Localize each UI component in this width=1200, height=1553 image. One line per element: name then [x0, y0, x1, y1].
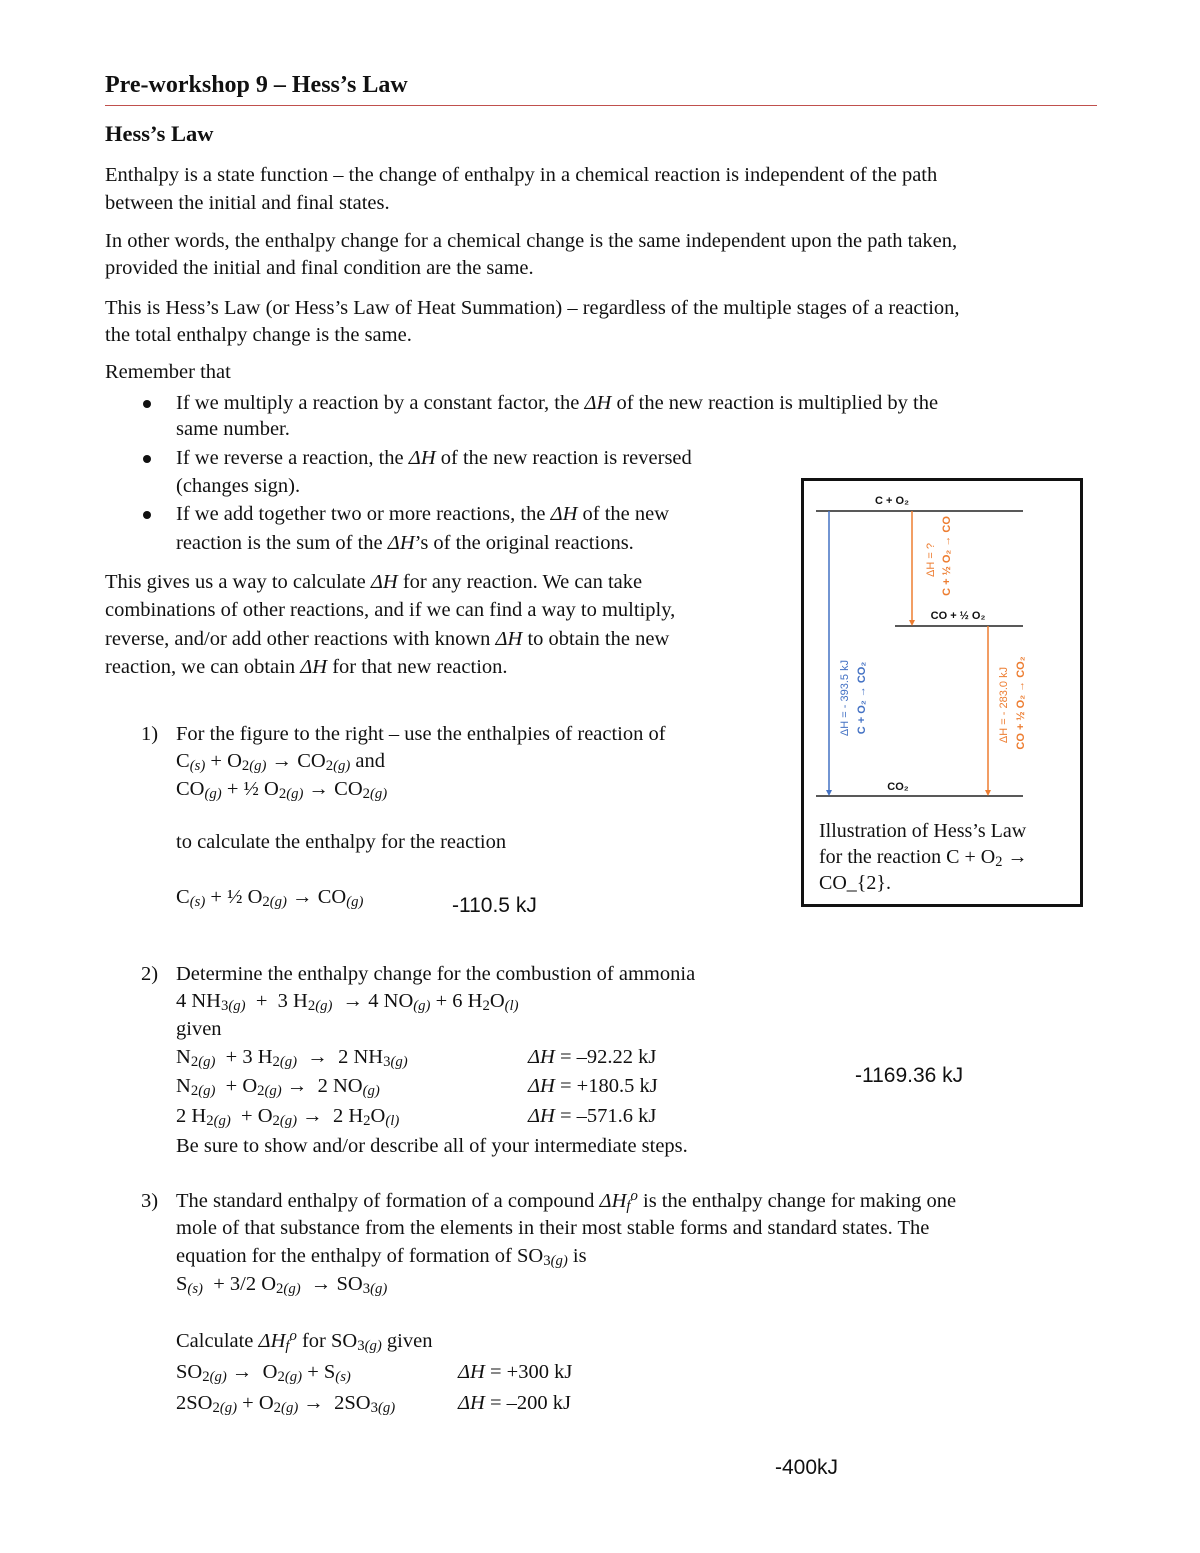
- diagram-caption: CO_{2}.: [819, 872, 891, 894]
- arrow-orange-1-reaction: C + ½ O₂ → CO: [941, 516, 953, 596]
- q1-text: to calculate the enthalpy for the reaction: [176, 831, 507, 853]
- q2-target-equation: 4 $NH_{3(g)} + 3$ $H_{2(g)} \to 4$ $NO_{(g)} + 6$ $H_2O_{(l)}$: [176, 990, 519, 1014]
- bullet-icon: [143, 400, 151, 408]
- remember-text: Remember that: [105, 361, 231, 383]
- q3-text: The standard enthalpy of formation of a compound $\Delta H_f^o$ is the enthalpy change for making one: [176, 1188, 957, 1214]
- q2-note: Be sure to show and/or describe all of your intermediate steps.: [176, 1135, 688, 1157]
- q1-text: For the figure to the right – use the enthalpies of reaction of: [176, 723, 666, 745]
- q3-text: Calculate $\Delta H_f^o$ for $SO_{3(g)}$ given: [176, 1328, 433, 1354]
- arrow-orange-1-dh: ΔH = ?: [925, 543, 937, 577]
- intro-text: provided the initial and final condition are the same.: [105, 257, 534, 279]
- level-label-bottom: CO₂: [887, 781, 909, 793]
- bullet-text: If we multiply a reaction by a constant factor, the ΔH of the new reaction is multiplied by the: [176, 392, 939, 414]
- arrow-blue-reaction: C + O₂ → CO₂: [856, 661, 868, 735]
- level-label-middle: CO + ½ O₂: [930, 610, 986, 622]
- q3-answer: -400kJ: [775, 1456, 839, 1479]
- hess-law-diagram: [801, 478, 1083, 907]
- diagram-caption: for the reaction $C + O_2$ →: [819, 846, 1028, 870]
- arrowhead-icon: [909, 620, 915, 626]
- q2-given-equation: $N_{2(g)} + 3$ $H_{2(g)} \to 2$ $NH_{3(g)}$: [176, 1046, 408, 1070]
- arrow-orange-2-dh: ΔH = - 283.0 kJ: [998, 666, 1010, 744]
- bullet-text: reaction is the sum of the ΔH’s of the original reactions.: [176, 532, 634, 554]
- q3-text: mole of that substance from the elements in their most stable forms and standard states. The: [176, 1217, 930, 1239]
- q3-given-equation: $SO_{2(g)} \to O_{2(g)} + S_{(s)}$: [176, 1361, 351, 1385]
- intro-text: This is Hess’s Law (or Hess’s Law of Heat Summation) – regardless of the multiple stages of a reaction,: [105, 297, 960, 319]
- summary-text: combinations of other reactions, and if we can find a way to multiply,: [105, 599, 676, 621]
- q1-target-equation: $C_{(s)}$ + ½ $O_{2(g)} \to CO_{(g)}$: [176, 886, 364, 910]
- bullet-text: If we reverse a reaction, the ΔH of the new reaction is reversed: [176, 447, 692, 469]
- q2-given-dh: ΔH = –571.6 kJ: [528, 1105, 657, 1127]
- intro-text: between the initial and final states.: [105, 192, 390, 214]
- q1-answer: -110.5 kJ: [452, 894, 537, 917]
- section-heading: Hess’s Law: [105, 121, 214, 146]
- q3-given-dh: ΔH = –200 kJ: [458, 1392, 572, 1414]
- bullet-icon: [143, 455, 151, 463]
- q3-target-equation: $S_{(s)} + 3/2$ $O_{2(g)} \to SO_{3(g)}$: [176, 1273, 388, 1297]
- arrow-orange-2-reaction: CO + ½ O₂ → CO₂: [1015, 656, 1027, 750]
- bullet-text: same number.: [176, 418, 290, 440]
- question-number: 3): [141, 1190, 159, 1212]
- summary-text: reaction, we can obtain ΔH for that new reaction.: [105, 656, 508, 678]
- arrowhead-icon: [826, 790, 832, 796]
- arrow-blue-dh: ΔH = - 393.5 kJ: [839, 659, 851, 737]
- q3-given-dh: ΔH = +300 kJ: [458, 1361, 573, 1383]
- q2-text: Determine the enthalpy change for the combustion of ammonia: [176, 963, 696, 985]
- summary-text: This gives us a way to calculate ΔH for any reaction. We can take: [105, 571, 643, 593]
- q1-equation: $C_{(s)} + O_{2(g)} \to CO_{2(g)}$ and: [176, 750, 386, 774]
- q2-text: given: [176, 1018, 222, 1040]
- intro-text: Enthalpy is a state function – the change of enthalpy in a chemical reaction is independent of the path: [105, 164, 938, 186]
- q2-given-equation: 2 $H_{2(g)} + O_{2(g)} \to 2$ $H_2O_{(l)}$: [176, 1105, 400, 1129]
- q1-equation: $CO_{(g)}$ + ½ $O_{2(g)} \to CO_{2(g)}$: [176, 778, 388, 802]
- question-number: 1): [141, 723, 159, 745]
- bullet-icon: [143, 511, 151, 519]
- page-title: Pre-workshop 9 – Hess’s Law: [105, 72, 408, 98]
- q2-answer: -1169.36 kJ: [855, 1064, 964, 1087]
- summary-text: reverse, and/or add other reactions with known ΔH to obtain the new: [105, 628, 670, 650]
- q3-text: equation for the enthalpy of formation of $SO_{3(g)}$ is: [176, 1245, 587, 1269]
- level-label-top: C + O₂: [875, 495, 909, 507]
- q3-given-equation: $2SO_{2(g)} + O_{2(g)} \to 2SO_{3(g)}$: [176, 1392, 396, 1416]
- q2-given-equation: $N_{2(g)} + O_{2(g)} \to 2$ $NO_{(g)}$: [176, 1075, 380, 1099]
- bullet-text: (changes sign).: [176, 475, 301, 497]
- bullet-text: If we add together two or more reactions, the ΔH of the new: [176, 503, 670, 525]
- diagram-caption: Illustration of Hess’s Law: [819, 820, 1027, 842]
- question-number: 2): [141, 963, 159, 985]
- q2-given-dh: ΔH = +180.5 kJ: [528, 1075, 658, 1097]
- arrowhead-icon: [985, 790, 991, 796]
- intro-text: In other words, the enthalpy change for a chemical change is the same independent upon the path taken,: [105, 230, 958, 252]
- intro-text: the total enthalpy change is the same.: [105, 324, 412, 346]
- title-divider: [105, 105, 1097, 106]
- q2-given-dh: ΔH = –92.22 kJ: [528, 1046, 657, 1068]
